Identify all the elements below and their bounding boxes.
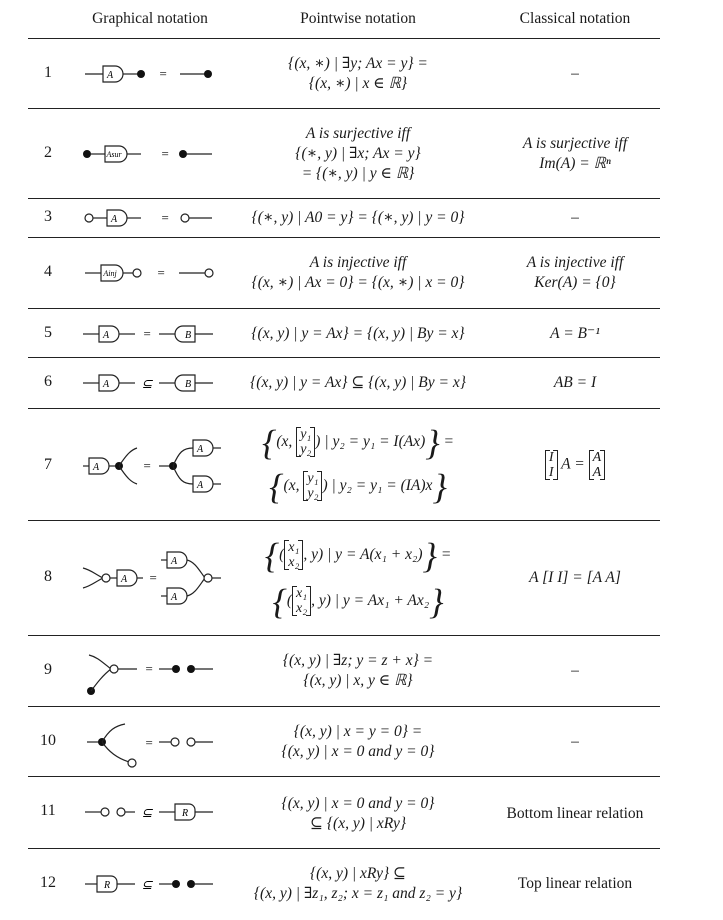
header-graphical: Graphical notation [92,10,208,27]
table-rule [28,706,660,707]
pointwise-line: {(x, ∗) | ∃y; Ax = y} = [288,55,428,72]
svg-text:⊆: ⊆ [141,877,153,892]
header-pointwise: Pointwise notation [300,10,416,27]
pointwise-line: ⊆ {(x, y) | xRy} [309,815,407,832]
row-number: 7 [44,456,52,473]
table-row [0,708,723,776]
box-label: A [102,330,110,341]
table-row [0,200,723,237]
pointwise-line: {(∗, y) | ∃x; Ax = y} [295,145,421,162]
classical-text: Ker(A) = {0} [534,274,616,291]
box-label: A [196,444,204,455]
table-rule [28,635,660,636]
svg-text:=: = [160,146,170,161]
box-label: Ainj [103,269,117,278]
svg-text:=: = [160,210,170,225]
diagram-2 [75,134,225,174]
pointwise-line: | y = A(x₁ + x₂) [327,546,423,563]
table-row: 7 A = A A {(x, y₁ y₂ ) | y₂ = y₁ = I(Ax)} = {(x, y₁ y₂ ) | y₂ = y₁ = (IA)x} I I A = A A [0,410,723,520]
pointwise-line: {(x, y) | y = Ax} ⊆ {(x, y) | By = x} [250,374,466,391]
classical-text: A is surjective iff [522,135,628,152]
table-rule [28,308,660,309]
classical-text: – [571,733,579,750]
pointwise-line: {(x, y) | x = 0 and y = 0} [281,795,435,812]
classical-text: A = B⁻¹ [550,325,600,342]
row-number: 12 [40,874,56,891]
row-number: 2 [44,144,52,161]
pointwise-line: | y₂ = y₁ = I(Ax) [324,433,426,450]
svg-text:=: = [156,265,166,280]
pointwise-line: | y = Ax₁ + Ax₂ [334,592,430,609]
diagram-11 [75,792,225,832]
row-number: 6 [44,373,52,390]
table-row [0,637,723,706]
table-row [0,778,723,848]
row-number: 4 [44,263,52,280]
table-row [0,359,723,408]
pointwise-line: {(x, ∗) | x ∈ ℝ} [308,75,408,92]
box-label: A [102,379,110,390]
svg-text:=: = [144,661,154,676]
row-number: 10 [40,732,56,749]
table-rule [28,357,660,358]
row-number: 11 [40,802,56,819]
box-label: A [170,592,178,603]
row-number: 9 [44,661,52,678]
pointwise-line: {(x, y) | x, y ∈ ℝ} [303,672,413,689]
box-label: A [196,480,204,491]
table-row: 8 A = A A {( x₁ x₂ , y) | y = A(x₁ + x₂)} = {( x₁ x₂ , y) | y = Ax₁ + Ax₂} A [I I] = [A A] [0,522,723,635]
table-rule [28,520,660,521]
diagram-1 [75,54,225,94]
classical-text: – [571,209,579,226]
classical-text: A is injective iff [526,254,624,271]
pointwise-line: {(x, y) | xRy} ⊆ [309,865,407,882]
table-rule [28,108,660,109]
row-number: 5 [44,324,52,341]
pointwise-line: A is injective iff [309,254,407,271]
box-label: A [120,574,128,585]
table-rule [28,38,660,39]
table-row [0,850,723,920]
diagram-4 [75,253,225,293]
diagram-9 [75,647,225,697]
classical-text: AB = I [553,374,597,391]
table-row [0,40,723,108]
diagram-10 [75,716,225,768]
pointwise-line: {(x, y) | ∃z; y = z + x} = [282,652,434,669]
box-label: A [110,214,118,225]
svg-text:=: = [144,735,154,750]
pointwise-line: {(x, ∗) | Ax = 0} = {(x, ∗) | x = 0} [251,274,465,291]
row-number: 8 [44,568,52,585]
table-rule [28,408,660,409]
box-label: A [170,556,178,567]
box-label: B [184,330,192,341]
diagram-6 [75,363,225,403]
svg-text:=: = [148,570,158,585]
pointwise-line: | y₂ = y₁ = (IA)x [331,477,433,494]
pointwise-line: {(x, y) | ∃z₁, z₂; x = z₁ and z₂ = y} [253,885,463,902]
row-number: 3 [44,208,52,225]
table-row [0,239,723,308]
pointwise-line: A is surjective iff [305,125,411,142]
diagram-7 [75,428,225,504]
table-row [0,310,723,357]
classical-text: Top linear relation [517,875,633,892]
classical-text: Im(A) = ℝⁿ [539,155,611,172]
svg-text:=: = [142,326,152,341]
svg-text:⊆: ⊆ [141,805,153,820]
diagram-8 [75,540,225,616]
diagram-12 [75,864,225,904]
pointwise-line: {(x, y) | x = 0 and y = 0} [281,743,435,760]
row-number: 1 [44,64,52,81]
pointwise-line: {(∗, y) | A0 = y} = {(∗, y) | y = 0} [251,209,465,226]
box-label: B [184,379,192,390]
table-rule [28,848,660,849]
diagram-5 [75,314,225,354]
box-label: R [181,808,189,819]
svg-text:=: = [158,66,168,81]
pointwise-line: = {(∗, y) | y ∈ ℝ} [301,165,415,182]
svg-text:=: = [142,458,152,473]
classical-text: – [571,662,579,679]
classical-text: Bottom linear relation [506,805,644,822]
table-rule [28,776,660,777]
table-row [0,110,723,198]
pointwise-line: {(x, y) | y = Ax} = {(x, y) | By = x} [251,325,465,342]
svg-text:⊆: ⊆ [141,376,153,391]
box-label: Asur [106,150,122,159]
box-label: A [106,70,114,81]
box-label: R [103,880,111,891]
classical-text: I I A = A A [485,450,665,480]
diagram-3 [75,198,225,238]
classical-text: – [571,65,579,82]
pointwise-line: {(x, y) | x = y = 0} = [293,723,423,740]
box-label: A [92,462,100,473]
header-classical: Classical notation [519,10,631,27]
classical-text: A [I I] = [A A] [529,569,621,586]
